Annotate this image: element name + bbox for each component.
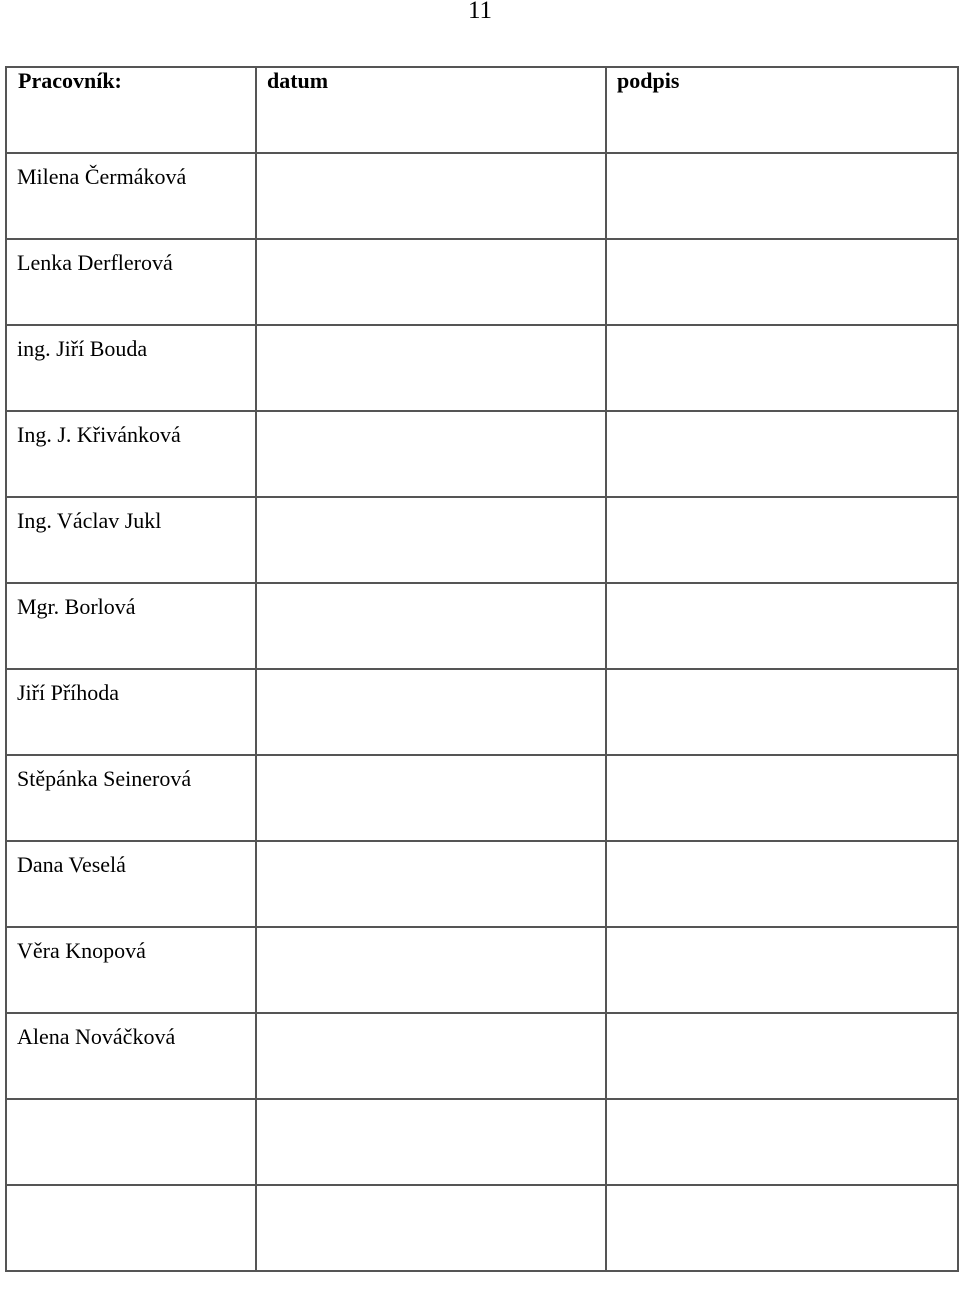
table-body bbox=[6, 153, 958, 1271]
signature-cell[interactable] bbox=[606, 1185, 958, 1271]
worker-name-cell: Ing. J. Křivánková bbox=[6, 411, 256, 497]
signature-cell[interactable] bbox=[606, 1099, 958, 1185]
signature-cell[interactable] bbox=[606, 153, 958, 239]
signature-cell[interactable] bbox=[606, 755, 958, 841]
worker-name-cell: Věra Knopová bbox=[6, 927, 256, 1013]
date-cell[interactable] bbox=[256, 927, 606, 1013]
date-cell[interactable] bbox=[256, 153, 606, 239]
table-row bbox=[6, 497, 958, 583]
worker-name-cell: Ing. Václav Jukl bbox=[6, 497, 256, 583]
worker-name-cell: Dana Veselá bbox=[6, 841, 256, 927]
date-cell[interactable] bbox=[256, 841, 606, 927]
signature-cell[interactable] bbox=[606, 669, 958, 755]
signature-cell[interactable] bbox=[606, 239, 958, 325]
header-worker: Pracovník: bbox=[6, 67, 256, 153]
table-row bbox=[6, 841, 958, 927]
page-number: 11 bbox=[467, 0, 493, 24]
signature-cell[interactable] bbox=[606, 325, 958, 411]
date-cell[interactable] bbox=[256, 583, 606, 669]
worker-name-cell: Milena Čermáková bbox=[6, 153, 256, 239]
date-cell[interactable] bbox=[256, 1099, 606, 1185]
table-row bbox=[6, 325, 958, 411]
signature-cell[interactable] bbox=[606, 841, 958, 927]
table-row bbox=[6, 411, 958, 497]
worker-name-cell bbox=[6, 1185, 256, 1271]
table-row bbox=[6, 1099, 958, 1185]
worker-name-cell: Stěpánka Seinerová bbox=[6, 755, 256, 841]
table-row bbox=[6, 583, 958, 669]
table-row bbox=[6, 755, 958, 841]
table-row bbox=[6, 927, 958, 1013]
header-date: datum bbox=[256, 67, 606, 153]
table-row bbox=[6, 1013, 958, 1099]
signature-cell[interactable] bbox=[606, 583, 958, 669]
date-cell[interactable] bbox=[256, 1013, 606, 1099]
date-cell[interactable] bbox=[256, 239, 606, 325]
table-row bbox=[6, 669, 958, 755]
worker-name-cell: ing. Jiří Bouda bbox=[6, 325, 256, 411]
signature-cell[interactable] bbox=[606, 411, 958, 497]
date-cell[interactable] bbox=[256, 1185, 606, 1271]
signature-cell[interactable] bbox=[606, 497, 958, 583]
worker-name-cell: Mgr. Borlová bbox=[6, 583, 256, 669]
date-cell[interactable] bbox=[256, 411, 606, 497]
worker-name-cell bbox=[6, 1099, 256, 1185]
table-row bbox=[6, 239, 958, 325]
table-row bbox=[6, 1185, 958, 1271]
signature-table bbox=[5, 66, 959, 1272]
date-cell[interactable] bbox=[256, 497, 606, 583]
signature-cell[interactable] bbox=[606, 927, 958, 1013]
signature-cell[interactable] bbox=[606, 1013, 958, 1099]
date-cell[interactable] bbox=[256, 755, 606, 841]
header-signature: podpis bbox=[606, 67, 958, 153]
date-cell[interactable] bbox=[256, 669, 606, 755]
worker-name-cell: Alena Nováčková bbox=[6, 1013, 256, 1099]
table-header-row bbox=[6, 67, 958, 153]
date-cell[interactable] bbox=[256, 325, 606, 411]
table-row bbox=[6, 153, 958, 239]
worker-name-cell: Jiří Příhoda bbox=[6, 669, 256, 755]
worker-name-cell: Lenka Derflerová bbox=[6, 239, 256, 325]
